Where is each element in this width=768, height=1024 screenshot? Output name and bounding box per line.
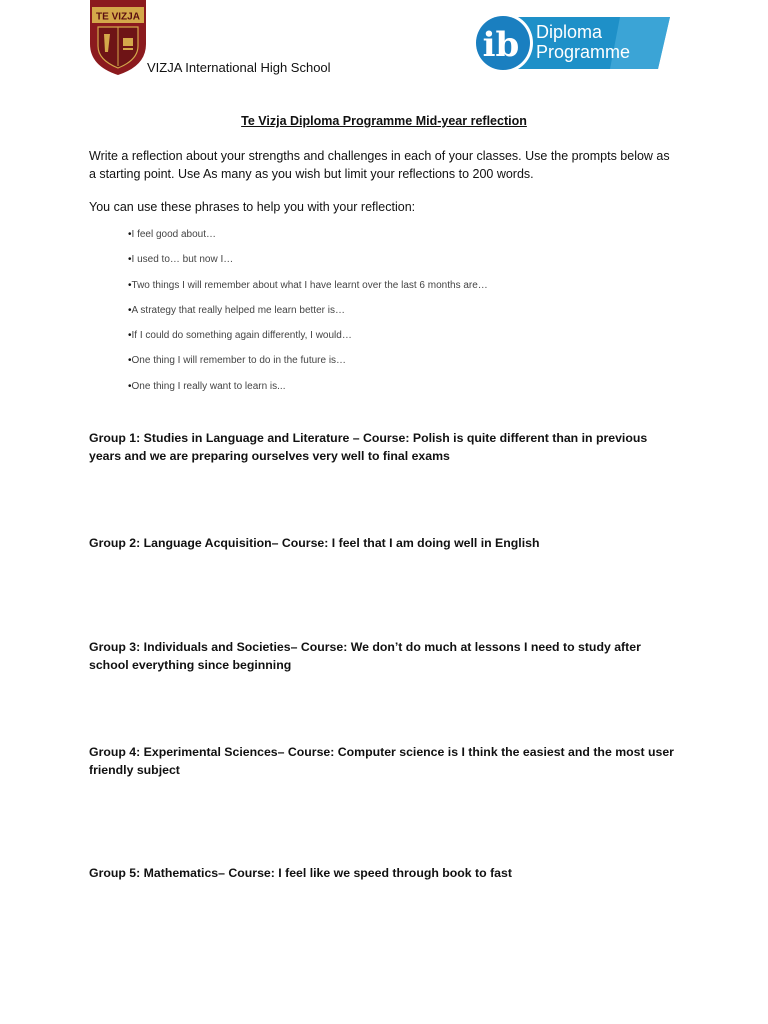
group-4-reflection: Group 4: Experimental Sciences– Course: Computer science is I think the easiest and the most user friendly subject (89, 745, 674, 777)
group-3-reflection: Group 3: Individuals and Societies– Course: We don’t do much at lessons I need to study after school everything since beginning (89, 640, 641, 672)
list-item: •One thing I really want to learn is... (128, 380, 286, 392)
group-5-reflection: Group 5: Mathematics– Course: I feel like we speed through book to fast (89, 866, 512, 880)
prompt-list (128, 228, 488, 405)
list-item: •A strategy that really helped me learn better is… (128, 304, 345, 316)
list-item: •One thing I will remember to do in the future is… (128, 355, 347, 367)
list-item: •I feel good about… (128, 229, 217, 240)
bullet: • (128, 355, 132, 367)
list-item: •Two things I will remember about what I have learnt over the last 6 months are… (128, 279, 488, 291)
document-title: Te Vizja Diploma Programme Mid-year reflection (241, 114, 527, 128)
list-item: •If I could do something again differently, I would… (128, 330, 352, 342)
school-name: VIZJA International High School (147, 60, 331, 75)
bullet: • (128, 229, 132, 240)
svg-text:Programme: Programme (536, 42, 631, 62)
intro-paragraph: Write a reflection about your strengths and challenges in each of your classes. Use the prompts below as a starting point. Use As many as you wish but limit your reflections to 200 words. (89, 149, 670, 181)
svg-text:TE VIZJA: TE VIZJA (96, 11, 140, 23)
group-1-reflection: Group 1: Studies in Language and Literature – Course: Polish is quite different than in previous years and we are preparing ourselves very well to final exams (89, 431, 648, 463)
bullet: • (128, 330, 132, 342)
bullet: • (128, 304, 132, 316)
bullet: • (128, 254, 132, 266)
group-2-reflection: Group 2: Language Acquisition– Course: I feel that I am doing well in English (89, 536, 540, 550)
bullet: • (128, 279, 132, 291)
phrases-intro: You can use these phrases to help you with your reflection: (89, 200, 416, 214)
school-crest-logo (88, 0, 148, 76)
svg-text:ib: ib (482, 25, 520, 65)
ib-diploma-programme-logo (470, 12, 672, 74)
list-item: •I used to… but now I… (128, 254, 234, 266)
svg-text:Diploma: Diploma (536, 22, 603, 42)
bullet: • (128, 380, 132, 392)
